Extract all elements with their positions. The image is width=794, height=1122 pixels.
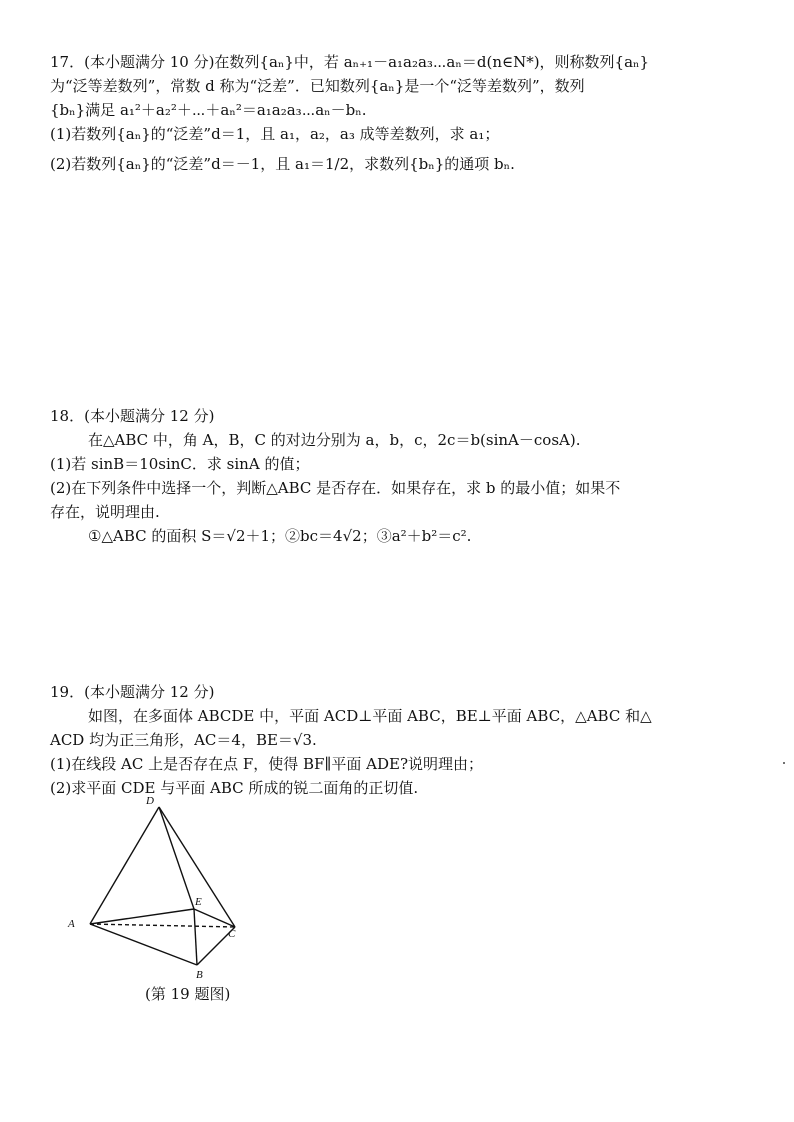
edge-AB	[90, 924, 197, 965]
problem-18-stem: 在△ABC 中，角 A，B，C 的对边分别为 a，b，c，2c＝b(sinA－cosA).	[88, 431, 581, 449]
problem-18-part-1: (1)若 sinB＝10sinC．求 sinA 的值；	[50, 455, 310, 473]
stray-dot	[783, 762, 785, 764]
edge-EB	[194, 909, 197, 965]
problem-18	[50, 404, 750, 548]
edge-DE	[159, 807, 194, 909]
problem-19-header: 19．(本小题满分 12 分)	[50, 683, 215, 701]
edge-DC	[159, 807, 235, 927]
problem-17-part-1: (1)若数列{aₙ}的“泛差”d＝1，且 a₁，a₂，a₃ 成等差数列，求 a₁；	[50, 125, 500, 143]
figure-caption: (第 19 题图)	[145, 985, 231, 1003]
problem-19-stem-line-2: ACD 均为正三角形，AC＝4，BE＝√3.	[50, 731, 317, 749]
polyhedron-figure	[58, 792, 278, 1012]
problem-18-part-2-line-1: (2)在下列条件中选择一个，判断△ABC 是否存在．如果存在，求 b 的最小值；如果不	[50, 479, 621, 497]
problem-19-part-2: (2)求平面 CDE 与平面 ABC 所成的锐二面角的正切值.	[50, 779, 419, 797]
label-A: A	[68, 918, 75, 930]
problem-18-options: ①△ABC 的面积 S＝√2＋1；②bc＝4√2；③a²＋b²＝c².	[88, 527, 472, 545]
problem-19	[50, 680, 750, 800]
edge-AC-hidden	[90, 924, 235, 927]
problem-17-part-2: (2)若数列{aₙ}的“泛差”d＝－1，且 a₁＝1/2，求数列{bₙ}的通项 bₙ.	[50, 155, 515, 173]
edge-AD	[90, 807, 159, 924]
problem-19-part-1: (1)在线段 AC 上是否存在点 F，使得 BF∥平面 ADE?说明理由；	[50, 755, 484, 773]
problem-17-line-2: 为“泛等差数列”，常数 d 称为“泛差”．已知数列{aₙ}是一个“泛等差数列”，数列	[50, 77, 585, 95]
problem-17-line-3: {bₙ}满足 a₁²＋a₂²＋⋯＋aₙ²＝a₁a₂a₃⋯aₙ－bₙ.	[50, 101, 367, 119]
problem-18-header: 18．(本小题满分 12 分)	[50, 407, 215, 425]
edge-AE	[90, 909, 194, 924]
label-D: D	[146, 795, 154, 807]
label-B: B	[196, 969, 203, 981]
problem-18-part-2-line-2: 存在，说明理由.	[50, 503, 160, 521]
label-E: E	[195, 896, 202, 908]
problem-19-stem-line-1: 如图，在多面体 ABCDE 中，平面 ACD⊥平面 ABC，BE⊥平面 ABC，△ABC 和△	[88, 707, 652, 725]
problem-17-line-1: 17．(本小题满分 10 分)在数列{aₙ}中，若 aₙ₊₁－a₁a₂a₃⋯aₙ＝d(n∈N*)，则称数列{aₙ}	[50, 53, 650, 71]
problem-17	[50, 50, 750, 176]
label-C: C	[228, 928, 236, 940]
